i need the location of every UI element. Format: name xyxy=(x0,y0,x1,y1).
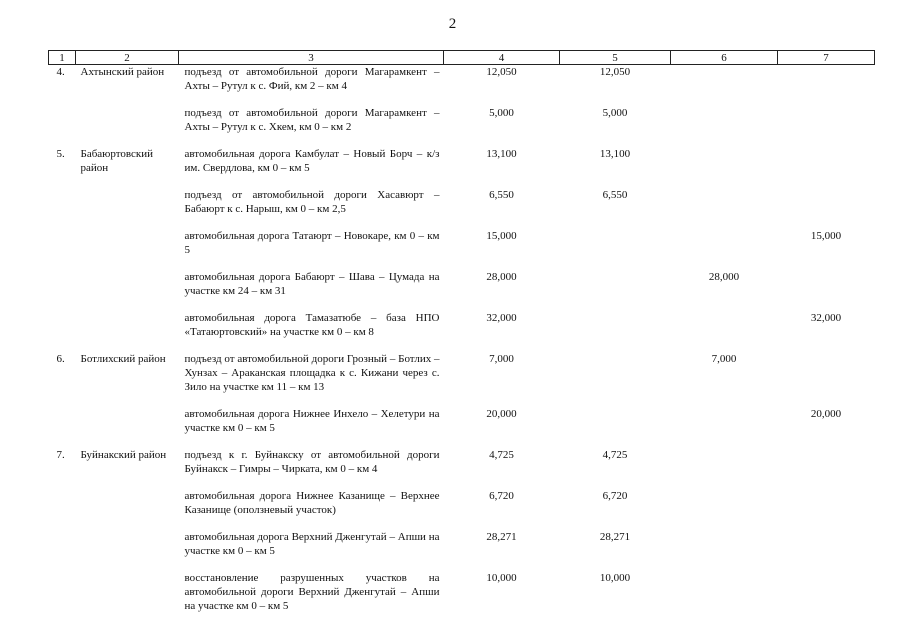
header-col-1: 1 xyxy=(49,51,76,65)
row-number: 4. xyxy=(56,66,65,78)
header-col-2: 2 xyxy=(76,51,179,65)
value-col-7: 20,000 xyxy=(810,407,842,420)
value-col-4: 4,725 xyxy=(489,448,514,461)
road-description: подъезд от автомобильной дороги Магарамкент – Ахты – Рутул к с. Хкем, км 0 – км 2 xyxy=(184,106,440,133)
row-number xyxy=(49,407,76,448)
table-row xyxy=(49,65,875,106)
header-col-5: 5 xyxy=(560,51,671,65)
page-number: 2 xyxy=(448,16,457,32)
value-col-7 xyxy=(778,530,875,571)
table-row xyxy=(49,352,875,407)
value-col-4: 32,000 xyxy=(486,311,517,324)
table-row xyxy=(49,448,875,489)
district-name xyxy=(76,489,179,530)
district-name: Буйнакский район xyxy=(80,448,167,461)
road-description: автомобильная дорога Татаюрт – Новокаре, км 0 – км 5 xyxy=(184,229,440,256)
roads-table xyxy=(48,50,875,616)
value-col-7 xyxy=(778,571,875,616)
district-name: Бабаюртовский район xyxy=(80,147,154,174)
row-number xyxy=(49,229,76,270)
table-row xyxy=(49,407,875,448)
district-name: Ахтынский район xyxy=(80,66,165,78)
row-number xyxy=(49,106,76,147)
road-description: восстановление разрушенных участков на автомобильной дороги Верхний Дженгутай – Апши на участке км 0 – км 5 xyxy=(184,571,440,612)
value-col-7 xyxy=(778,352,875,407)
value-col-6 xyxy=(671,229,778,270)
value-col-4: 28,271 xyxy=(486,530,517,543)
table-row xyxy=(49,188,875,229)
table-row xyxy=(49,147,875,188)
header-row xyxy=(49,51,875,65)
value-col-6 xyxy=(671,188,778,229)
value-col-6 xyxy=(671,106,778,147)
value-col-7 xyxy=(778,489,875,530)
header-col-7: 7 xyxy=(778,51,875,65)
value-col-4: 5,000 xyxy=(489,106,514,119)
row-number xyxy=(49,270,76,311)
header-col-4: 4 xyxy=(444,51,560,65)
value-col-5: 6,720 xyxy=(602,489,628,502)
district-name xyxy=(76,571,179,616)
table-row xyxy=(49,270,875,311)
value-col-5 xyxy=(560,407,671,448)
table-row xyxy=(49,229,875,270)
table-row xyxy=(49,571,875,616)
value-col-7 xyxy=(778,106,875,147)
value-col-5: 12,050 xyxy=(599,66,631,78)
road-description: автомобильная дорога Нижнее Инхело – Хелетури на участке км 0 – км 5 xyxy=(184,407,440,434)
road-description: подъезд от автомобильной дороги Хасавюрт – Бабаюрт к с. Нарыш, км 0 – км 2,5 xyxy=(184,188,440,215)
road-description: подъезд от автомобильной дороги Магарамкент – Ахты – Рутул к с. Фий, км 2 – км 4 xyxy=(184,66,440,92)
district-name xyxy=(76,407,179,448)
value-col-4: 7,000 xyxy=(489,352,514,365)
value-col-7 xyxy=(778,270,875,311)
district-name xyxy=(76,188,179,229)
value-col-5 xyxy=(560,311,671,352)
road-description: автомобильная дорога Камбулат – Новый Борч – к/з им. Свердлова, км 0 – км 5 xyxy=(184,147,440,174)
value-col-6: 7,000 xyxy=(711,352,737,365)
value-col-6 xyxy=(671,311,778,352)
row-number xyxy=(49,489,76,530)
value-col-7 xyxy=(778,448,875,489)
value-col-5: 5,000 xyxy=(602,106,628,119)
value-col-7: 15,000 xyxy=(810,229,842,242)
district-name xyxy=(76,229,179,270)
value-col-5 xyxy=(560,352,671,407)
value-col-6 xyxy=(671,147,778,188)
district-name xyxy=(76,530,179,571)
value-col-5: 28,271 xyxy=(599,530,631,543)
value-col-6: 28,000 xyxy=(708,270,740,283)
road-description: подъезд от автомобильной дороги Грозный – Ботлих – Хунзах – Араканская площадка к с. Кижани через с. Зило на участке км 11 – км 13 xyxy=(184,352,440,393)
value-col-4: 13,100 xyxy=(486,147,517,160)
value-col-7: 32,000 xyxy=(810,311,842,324)
value-col-4: 6,720 xyxy=(489,489,514,502)
row-number xyxy=(49,571,76,616)
road-description: автомобильная дорога Нижнее Казанище – Верхнее Казанище (оползневый участок) xyxy=(184,489,440,516)
row-number xyxy=(49,188,76,229)
value-col-4: 12,050 xyxy=(486,66,517,78)
row-number: 6. xyxy=(56,352,65,365)
header-col-6: 6 xyxy=(671,51,778,65)
value-col-7 xyxy=(778,188,875,229)
row-number: 5. xyxy=(56,147,65,160)
row-number: 7. xyxy=(56,448,65,461)
value-col-5: 13,100 xyxy=(599,147,631,160)
table-row xyxy=(49,489,875,530)
value-col-6 xyxy=(671,407,778,448)
table-row xyxy=(49,311,875,352)
road-description: автомобильная дорога Тамазатюбе – база НПО «Татаюртовский» на участке км 0 – км 8 xyxy=(184,311,440,338)
district-name xyxy=(76,311,179,352)
value-col-4: 6,550 xyxy=(489,188,514,201)
district-name xyxy=(76,270,179,311)
value-col-6 xyxy=(671,489,778,530)
row-number xyxy=(49,311,76,352)
road-description: автомобильная дорога Верхний Дженгутай – Апши на участке км 0 – км 5 xyxy=(184,530,440,557)
value-col-4: 10,000 xyxy=(486,571,517,584)
value-col-4: 15,000 xyxy=(486,229,517,242)
road-description: автомобильная дорога Бабаюрт – Шава – Цумада на участке км 24 – км 31 xyxy=(184,270,440,297)
value-col-4: 28,000 xyxy=(486,270,517,283)
district-name: Ботлихский район xyxy=(80,352,166,365)
value-col-6 xyxy=(671,530,778,571)
value-col-5: 6,550 xyxy=(602,188,628,201)
value-col-7 xyxy=(778,65,875,106)
value-col-5 xyxy=(560,229,671,270)
value-col-6 xyxy=(671,448,778,489)
table-row xyxy=(49,106,875,147)
value-col-6 xyxy=(671,571,778,616)
road-description: подъезд к г. Буйнакску от автомобильной дороги Буйнакск – Гимры – Чирката, км 0 – км 4 xyxy=(184,448,440,475)
row-number xyxy=(49,530,76,571)
value-col-4: 20,000 xyxy=(486,407,517,420)
table-row xyxy=(49,530,875,571)
value-col-6 xyxy=(671,65,778,106)
value-col-5 xyxy=(560,270,671,311)
district-name xyxy=(76,106,179,147)
header-col-3: 3 xyxy=(179,51,444,65)
value-col-7 xyxy=(778,147,875,188)
value-col-5: 4,725 xyxy=(602,448,628,461)
value-col-5: 10,000 xyxy=(599,571,631,584)
